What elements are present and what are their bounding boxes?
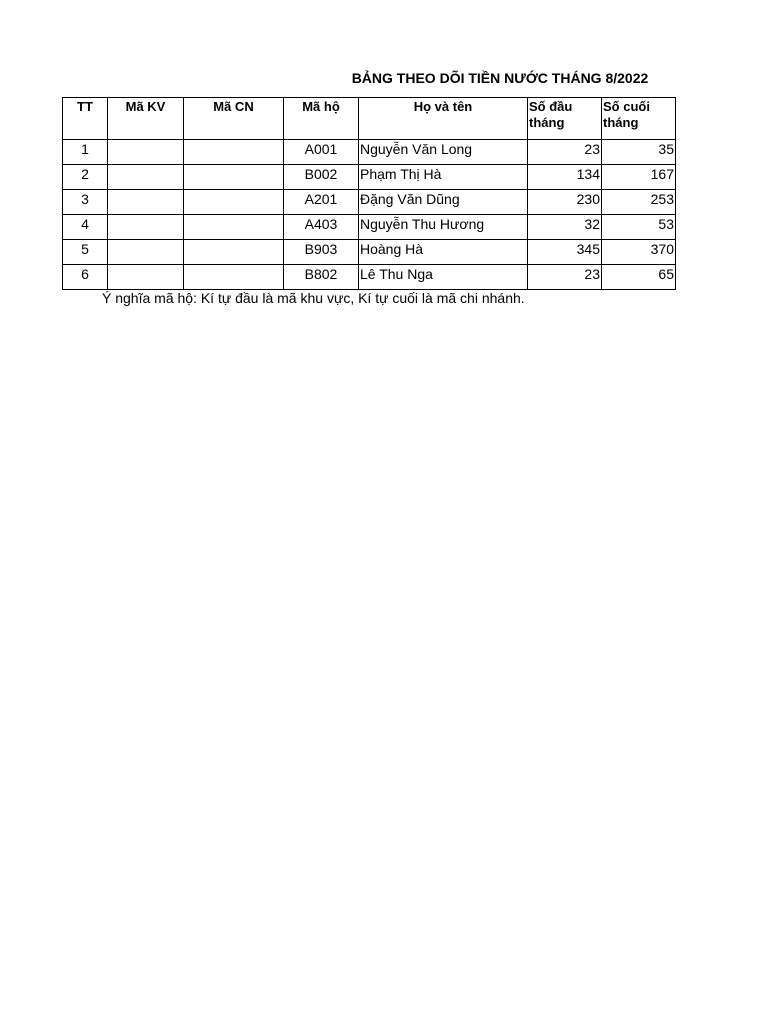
cell-ho-ten[interactable]: Nguyễn Văn Long xyxy=(359,140,528,165)
cell-tt[interactable]: 2 xyxy=(63,165,108,190)
table-row xyxy=(63,190,676,215)
cell-ma-kv[interactable] xyxy=(108,215,184,240)
cell-tt[interactable]: 1 xyxy=(63,140,108,165)
cell-so-dau[interactable]: 134 xyxy=(528,165,602,190)
cell-so-dau[interactable]: 345 xyxy=(528,240,602,265)
cell-ma-kv[interactable] xyxy=(108,165,184,190)
cell-ho-ten[interactable]: Hoàng Hà xyxy=(359,240,528,265)
cell-ma-ho[interactable]: A001 xyxy=(284,140,359,165)
cell-so-dau[interactable]: 230 xyxy=(528,190,602,215)
cell-ma-cn[interactable] xyxy=(184,165,284,190)
cell-so-cuoi[interactable]: 167 xyxy=(602,165,676,190)
cell-ma-cn[interactable] xyxy=(184,265,284,290)
cell-so-dau[interactable]: 23 xyxy=(528,140,602,165)
cell-ma-cn[interactable] xyxy=(184,140,284,165)
cell-ma-ho[interactable]: B802 xyxy=(284,265,359,290)
cell-so-cuoi[interactable]: 370 xyxy=(602,240,676,265)
cell-so-dau[interactable]: 23 xyxy=(528,265,602,290)
cell-ho-ten[interactable]: Phạm Thị Hà xyxy=(359,165,528,190)
header-ma-cn[interactable]: Mã CN xyxy=(184,98,284,140)
header-ma-kv[interactable]: Mã KV xyxy=(108,98,184,140)
cell-ma-cn[interactable] xyxy=(184,190,284,215)
household-code-note: Ý nghĩa mã hộ: Kí tự đầu là mã khu vực, Kí tự cuối là mã chi nhánh. xyxy=(102,290,525,306)
cell-ho-ten[interactable]: Nguyễn Thu Hương xyxy=(359,215,528,240)
table-header-row xyxy=(63,98,676,140)
cell-ma-kv[interactable] xyxy=(108,240,184,265)
table-row xyxy=(63,240,676,265)
cell-so-cuoi[interactable]: 53 xyxy=(602,215,676,240)
cell-ma-kv[interactable] xyxy=(108,265,184,290)
cell-tt[interactable]: 4 xyxy=(63,215,108,240)
cell-ma-cn[interactable] xyxy=(184,240,284,265)
cell-ho-ten[interactable]: Đặng Văn Dũng xyxy=(359,190,528,215)
header-so-dau-thang[interactable]: Số đầu tháng xyxy=(528,98,602,140)
cell-so-cuoi[interactable]: 65 xyxy=(602,265,676,290)
sheet-title: BẢNG THEO DÕI TIỀN NƯỚC THÁNG 8/2022 xyxy=(351,70,649,86)
cell-so-dau[interactable]: 32 xyxy=(528,215,602,240)
cell-tt[interactable]: 6 xyxy=(63,265,108,290)
water-bill-table xyxy=(62,97,676,290)
cell-so-cuoi[interactable]: 35 xyxy=(602,140,676,165)
cell-ma-ho[interactable]: A201 xyxy=(284,190,359,215)
cell-ho-ten[interactable]: Lê Thu Nga xyxy=(359,265,528,290)
cell-ma-ho[interactable]: B903 xyxy=(284,240,359,265)
table-row xyxy=(63,140,676,165)
cell-tt[interactable]: 3 xyxy=(63,190,108,215)
header-so-cuoi-thang[interactable]: Số cuối tháng xyxy=(602,98,676,140)
table-row xyxy=(63,165,676,190)
table-row xyxy=(63,215,676,240)
header-ma-ho[interactable]: Mã hộ xyxy=(284,98,359,140)
header-ho-ten[interactable]: Họ và tên xyxy=(359,98,528,140)
cell-ma-ho[interactable]: B002 xyxy=(284,165,359,190)
cell-ma-cn[interactable] xyxy=(184,215,284,240)
cell-ma-kv[interactable] xyxy=(108,190,184,215)
cell-ma-kv[interactable] xyxy=(108,140,184,165)
header-tt[interactable]: TT xyxy=(63,98,108,140)
cell-tt[interactable]: 5 xyxy=(63,240,108,265)
table-row xyxy=(63,265,676,290)
cell-ma-ho[interactable]: A403 xyxy=(284,215,359,240)
cell-so-cuoi[interactable]: 253 xyxy=(602,190,676,215)
